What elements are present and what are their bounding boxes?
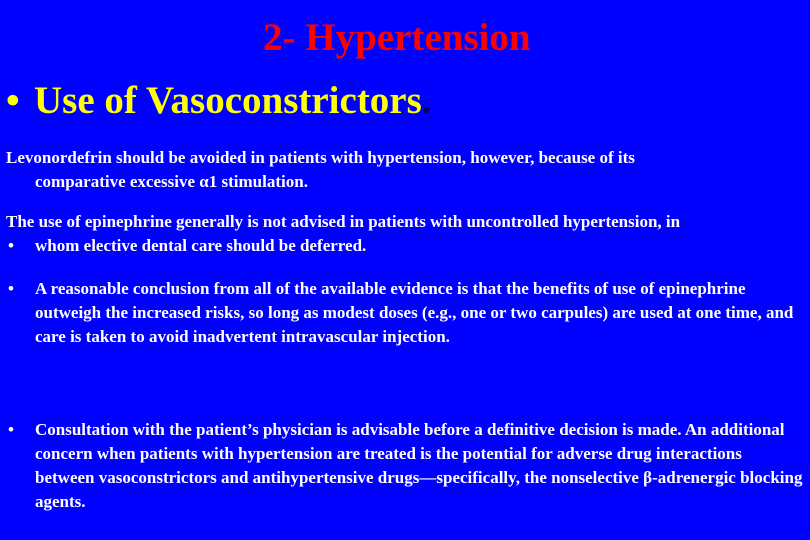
subtitle (6, 78, 432, 124)
slide-title: 2- Hypertension (263, 16, 531, 59)
bullet-item-elective-care (6, 234, 806, 258)
bullet-text: whom elective dental care should be deferred. (35, 236, 367, 255)
bullet-item-conclusion (6, 277, 806, 349)
bullet-text: Consultation with the patient’s physician is advisable before a definitive decision is made. An additional concern when patients with hypertension are treated is the potential for adverse drug interactions between vasoconstrictors and antihypertensive drugs—specifically, the nonselective β-adrenergic blocking agents. (35, 420, 803, 511)
paragraph-levonordefrin (6, 146, 806, 194)
bullet-text: A reasonable conclusion from all of the available evidence is that the benefits of use of epinephrine outweigh the increased risks, so long as modest doses (e.g., one or two carpules) are used at one time, and care is taken to avoid inadvertent intravascular injection. (35, 279, 794, 346)
bullet-mark: • (8, 420, 14, 439)
bullet-item-consultation (6, 418, 806, 514)
bullet-mark: • (8, 279, 14, 298)
bullet-mark: • (8, 236, 14, 255)
paragraph-line: comparative excessive α1 stimulation. (35, 172, 308, 191)
subtitle-period: . (421, 79, 432, 122)
paragraph-epinephrine (6, 210, 806, 234)
subtitle-bullet: • (6, 79, 20, 122)
paragraph-line: Levonordefrin should be avoided in patients with hypertension, however, because of its (6, 148, 635, 167)
subtitle-text: Use of Vasoconstrictors (34, 79, 422, 122)
paragraph-line: The use of epinephrine generally is not advised in patients with uncontrolled hypertension, in (6, 212, 681, 231)
